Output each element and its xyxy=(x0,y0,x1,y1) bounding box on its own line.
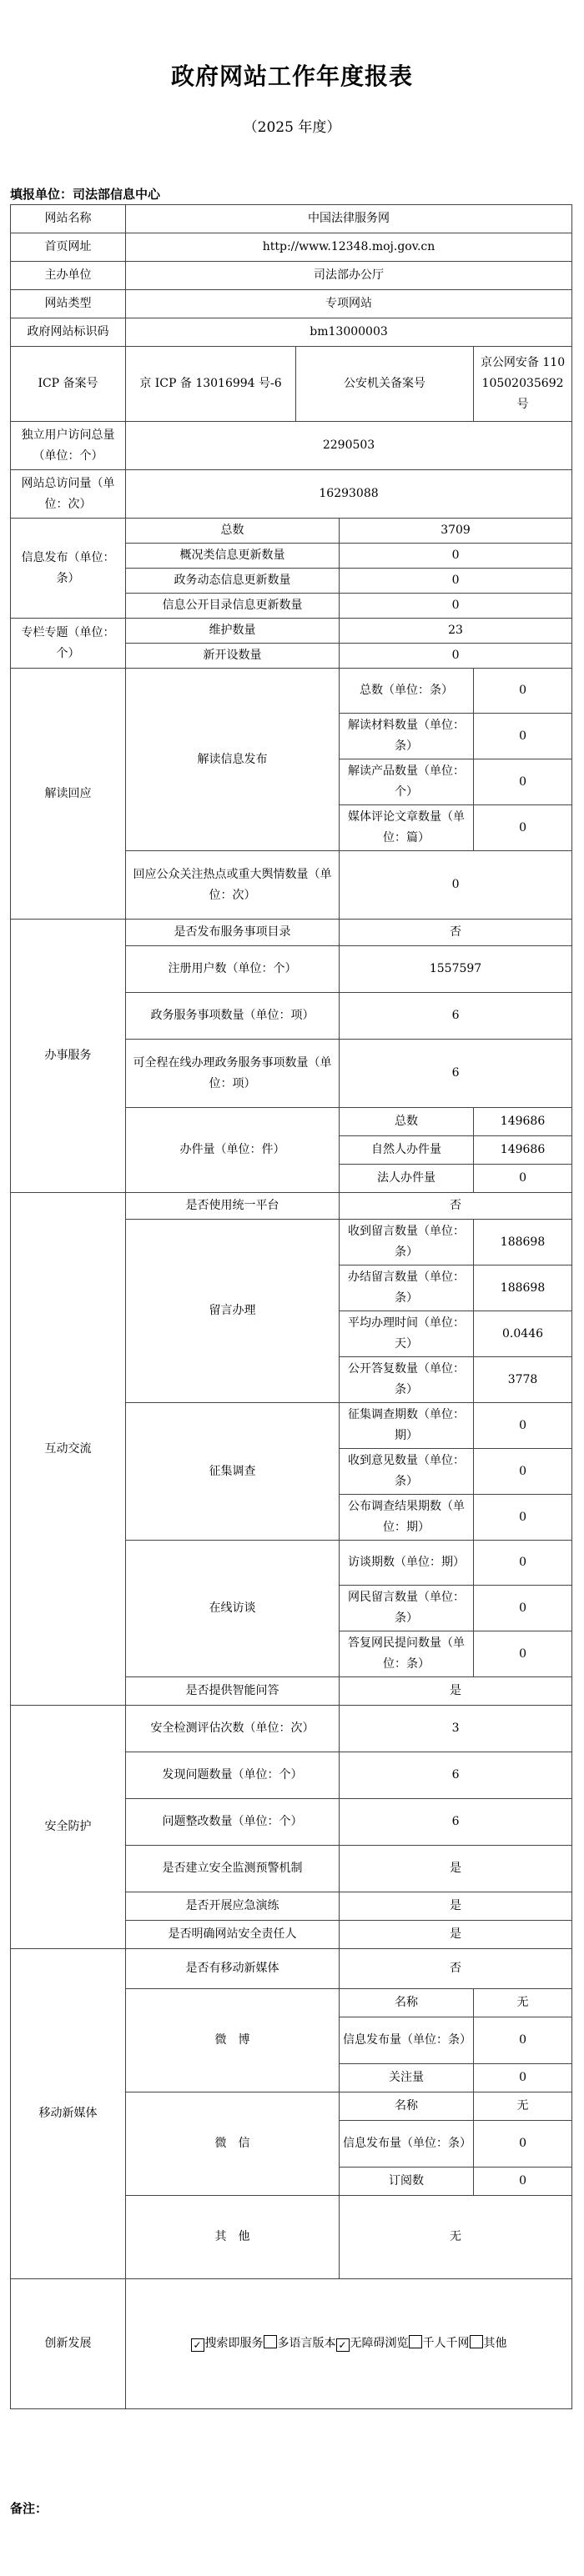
checkbox-icon[interactable]: ✓ xyxy=(336,2338,350,2352)
table-row xyxy=(11,422,572,470)
police-label: 公安机关备案号 xyxy=(296,347,474,422)
row-label: 是否有移动新媒体 xyxy=(126,1949,340,1989)
row-label: 是否建立安全监测预警机制 xyxy=(126,1846,340,1892)
value-cell: 6 xyxy=(340,1799,572,1846)
innovation-option[interactable] xyxy=(409,2337,470,2350)
sub-section: 办件量（单位：件） xyxy=(126,1108,340,1193)
sub-section: 其 他 xyxy=(126,2196,340,2279)
table-row xyxy=(11,290,572,318)
row-label: 是否明确网站安全责任人 xyxy=(126,1921,340,1949)
section-info: 信息发布（单位：条） xyxy=(11,519,126,619)
value-cell: 3778 xyxy=(474,1357,572,1403)
row-label: 公开答复数量（单位：条） xyxy=(340,1357,474,1403)
value-cell: 0 xyxy=(474,669,572,714)
value-cell: 0 xyxy=(340,594,572,619)
table-row xyxy=(11,669,572,714)
section-innovation: 创新发展 xyxy=(11,2279,126,2409)
row-label: 解读材料数量（单位：条） xyxy=(340,714,474,759)
report-table xyxy=(10,204,572,2409)
section-mobile: 移动新媒体 xyxy=(11,1949,126,2279)
row-label: ICP 备案号 xyxy=(11,347,126,422)
value-cell: 0 xyxy=(474,2168,572,2196)
row-label: 政府网站标识码 xyxy=(11,318,126,347)
table-row xyxy=(11,519,572,544)
pv-value: 16293088 xyxy=(126,470,572,519)
row-label: 政务动态信息更新数量 xyxy=(126,569,340,594)
value-cell: 无 xyxy=(474,2092,572,2121)
value-cell: 0 xyxy=(474,759,572,805)
row-label: 政务服务事项数量（单位：项） xyxy=(126,993,340,1040)
row-label: 信息发布量（单位：条） xyxy=(340,2017,474,2064)
row-label: 网站类型 xyxy=(11,290,126,318)
row-label: 信息发布量（单位：条） xyxy=(340,2121,474,2168)
row-label: 订阅数 xyxy=(340,2168,474,2196)
note-label: 备注： xyxy=(10,2501,48,2516)
row-label: 收到意见数量（单位：条） xyxy=(340,1449,474,1495)
value-cell: 0 xyxy=(474,1631,572,1677)
table-row xyxy=(11,2279,572,2409)
value-cell: 无 xyxy=(340,2196,572,2279)
row-label: 名称 xyxy=(340,1989,474,2017)
filing-unit: 填报单位：司法部信息中心 xyxy=(10,187,161,202)
row-label: 法人办件量 xyxy=(340,1165,474,1193)
row-label: 安全检测评估次数（单位：次） xyxy=(126,1706,340,1752)
section-security: 安全防护 xyxy=(11,1706,126,1949)
row-label: 网民留言数量（单位：条） xyxy=(340,1586,474,1631)
table-row xyxy=(11,1949,572,1989)
table-row xyxy=(11,262,572,290)
value-cell: 0 xyxy=(340,851,572,920)
report-year: （2025 年度） xyxy=(243,119,341,136)
value-cell: 0 xyxy=(340,569,572,594)
value-cell: 0 xyxy=(474,805,572,851)
value-cell: 是 xyxy=(340,1921,572,1949)
row-label: 新开设数量 xyxy=(126,644,340,669)
option-label: 搜索即服务 xyxy=(204,2337,264,2350)
value-cell: 无 xyxy=(474,1989,572,2017)
row-label: 总数 xyxy=(126,519,340,544)
table-row xyxy=(11,1706,572,1752)
value-cell: 0 xyxy=(474,1165,572,1193)
innovation-option[interactable] xyxy=(470,2337,507,2350)
value-cell: 0 xyxy=(340,544,572,569)
row-label: 注册用户数（单位：个） xyxy=(126,946,340,993)
site-type-value: 专项网站 xyxy=(126,290,572,318)
host-value: 司法部办公厅 xyxy=(126,262,572,290)
row-label: 自然人办件量 xyxy=(340,1136,474,1165)
value-cell: 149686 xyxy=(474,1136,572,1165)
sub-section: 征集调查 xyxy=(126,1403,340,1541)
table-row xyxy=(11,1193,572,1220)
row-label: 总数 xyxy=(340,1108,474,1136)
row-label: 发现问题数量（单位：个） xyxy=(126,1752,340,1799)
value-cell: 6 xyxy=(340,1752,572,1799)
section-column: 专栏专题（单位：个） xyxy=(11,619,126,669)
value-cell: 188698 xyxy=(474,1220,572,1265)
sub-section: 留言办理 xyxy=(126,1220,340,1403)
checkbox-icon[interactable] xyxy=(264,2335,277,2348)
row-label: 独立用户访问总量（单位：个） xyxy=(11,422,126,470)
value-cell: 0 xyxy=(474,714,572,759)
value-cell: 是 xyxy=(340,1846,572,1892)
value-cell: 3 xyxy=(340,1706,572,1752)
value-cell: 0 xyxy=(340,644,572,669)
row-label: 媒体评论文章数量（单位：篇） xyxy=(340,805,474,851)
sub-section: 解读信息发布 xyxy=(126,669,340,851)
row-label: 概况类信息更新数量 xyxy=(126,544,340,569)
page-title: 政府网站工作年度报表 xyxy=(170,63,413,90)
value-cell: 6 xyxy=(340,1040,572,1108)
value-cell: 23 xyxy=(340,619,572,644)
row-label: 办结留言数量（单位：条） xyxy=(340,1265,474,1311)
row-label: 平均办理时间（单位：天） xyxy=(340,1311,474,1357)
row-label: 征集调查期数（单位：期） xyxy=(340,1403,474,1449)
value-cell: 否 xyxy=(340,1949,572,1989)
innovation-option[interactable] xyxy=(336,2337,409,2350)
row-label: 访谈期数（单位：期） xyxy=(340,1541,474,1586)
value-cell: 是 xyxy=(340,1677,572,1706)
checkbox-icon[interactable] xyxy=(409,2335,422,2348)
row-label: 是否使用统一平台 xyxy=(126,1193,340,1220)
option-label: 多语言版本 xyxy=(277,2337,336,2350)
row-label: 维护数量 xyxy=(126,619,340,644)
row-label: 是否提供智能问答 xyxy=(126,1677,340,1706)
value-cell: 否 xyxy=(340,920,572,946)
row-label: 可全程在线办理政务服务事项数量（单位：项） xyxy=(126,1040,340,1108)
row-label: 总数（单位：条） xyxy=(340,669,474,714)
sub-section: 在线访谈 xyxy=(126,1541,340,1677)
option-label: 千人千网 xyxy=(422,2337,470,2350)
row-label: 网站名称 xyxy=(11,205,126,233)
value-cell: 3709 xyxy=(340,519,572,544)
table-row xyxy=(11,205,572,233)
police-value: 京公网安备 11010502035692 号 xyxy=(474,347,572,422)
table-row xyxy=(11,347,572,422)
table-row xyxy=(11,318,572,347)
table-row xyxy=(11,470,572,519)
sub-section: 微 信 xyxy=(126,2092,340,2196)
value-cell: 0 xyxy=(474,1541,572,1586)
value-cell: 149686 xyxy=(474,1108,572,1136)
value-cell: 0 xyxy=(474,2017,572,2064)
table-row xyxy=(11,619,572,644)
icp-value: 京 ICP 备 13016994 号-6 xyxy=(126,347,296,422)
value-cell: 0 xyxy=(474,1449,572,1495)
checkbox-icon[interactable] xyxy=(470,2335,483,2348)
row-label: 关注量 xyxy=(340,2064,474,2092)
innovation-options xyxy=(126,2279,572,2409)
row-label: 是否开展应急演练 xyxy=(126,1892,340,1921)
sub-section: 微 博 xyxy=(126,1989,340,2092)
innovation-option[interactable] xyxy=(191,2337,264,2350)
value-cell: 188698 xyxy=(474,1265,572,1311)
value-cell: 0 xyxy=(474,2064,572,2092)
row-label: 网站总访问量（单位：次） xyxy=(11,470,126,519)
value-cell: 0 xyxy=(474,1586,572,1631)
value-cell: 1557597 xyxy=(340,946,572,993)
value-cell: 0 xyxy=(474,2121,572,2168)
home-url-value: http://www.12348.moj.gov.cn xyxy=(126,233,572,262)
value-cell: 0 xyxy=(474,1403,572,1449)
row-label: 信息公开目录信息更新数量 xyxy=(126,594,340,619)
value-cell: 是 xyxy=(340,1892,572,1921)
value-cell: 0 xyxy=(474,1495,572,1541)
row-label: 主办单位 xyxy=(11,262,126,290)
row-label: 首页网址 xyxy=(11,233,126,262)
uv-value: 2290503 xyxy=(126,422,572,470)
row-label: 答复网民提问数量（单位：条） xyxy=(340,1631,474,1677)
row-label: 名称 xyxy=(340,2092,474,2121)
row-label: 收到留言数量（单位：条） xyxy=(340,1220,474,1265)
option-label: 无障碍浏览 xyxy=(350,2337,409,2350)
option-label: 其他 xyxy=(483,2337,507,2350)
row-label: 回应公众关注热点或重大舆情数量（单位：次） xyxy=(126,851,340,920)
table-row xyxy=(11,233,572,262)
site-name-value: 中国法律服务网 xyxy=(126,205,572,233)
value-cell: 否 xyxy=(340,1193,572,1220)
value-cell: 0.0446 xyxy=(474,1311,572,1357)
row-label: 是否发布服务事项目录 xyxy=(126,920,340,946)
innovation-option[interactable] xyxy=(264,2337,336,2350)
row-label: 问题整改数量（单位：个） xyxy=(126,1799,340,1846)
row-label: 解读产品数量（单位：个） xyxy=(340,759,474,805)
row-label: 公布调查结果期数（单位：期） xyxy=(340,1495,474,1541)
checkbox-icon[interactable]: ✓ xyxy=(191,2338,204,2352)
section-service: 办事服务 xyxy=(11,920,126,1193)
table-row xyxy=(11,920,572,946)
section-interact: 互动交流 xyxy=(11,1193,126,1706)
section-interpret: 解读回应 xyxy=(11,669,126,920)
site-code-value: bm13000003 xyxy=(126,318,572,347)
value-cell: 6 xyxy=(340,993,572,1040)
